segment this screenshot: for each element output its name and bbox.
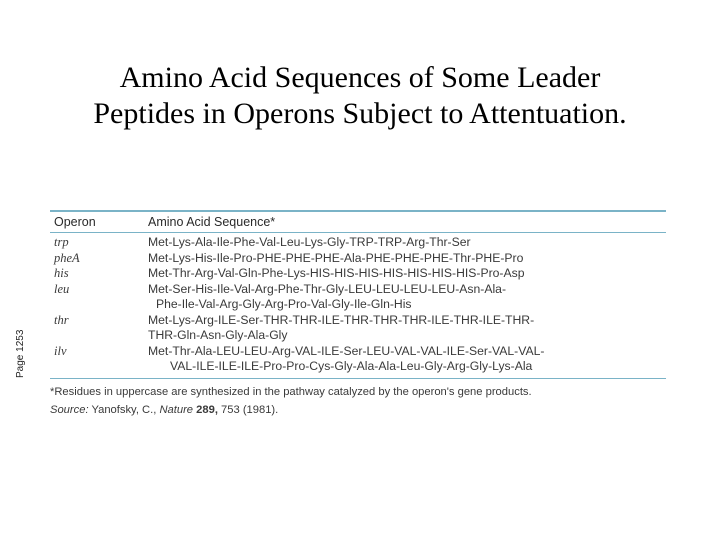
table-row xyxy=(50,282,666,313)
table-header-row xyxy=(50,212,666,232)
table-row xyxy=(50,344,666,375)
source-label: Source: xyxy=(50,404,89,416)
header-sequence: Amino Acid Sequence* xyxy=(148,214,276,229)
slide-title-line-1: Amino Acid Sequences of Some Leader xyxy=(119,61,601,94)
slide-title-line-2: Peptides in Operons Subject to Attentuation. xyxy=(93,97,627,130)
operon-name: his xyxy=(54,266,69,280)
source-volume: 289, xyxy=(196,404,218,416)
operon-name: ilv xyxy=(54,343,67,358)
sequence-table xyxy=(50,210,666,419)
sequence-continuation: Phe-Ile-Val-Arg-Gly-Arg-Pro-Val-Gly-Ile-Gln-His xyxy=(156,297,412,311)
table-row xyxy=(50,313,666,344)
operon-name: pheA xyxy=(54,250,80,265)
amino-acid-sequence: Met-Ser-His-Ile-Val-Arg-Phe-Thr-Gly-LEU-LEU-LEU-LEU-Asn-Ala- Phe-Ile-Val-Arg-Gly-Arg-Pro-Val-Gly-Ile-Gln-His xyxy=(148,282,666,313)
table-footnotes xyxy=(50,383,666,419)
table-row xyxy=(50,266,666,282)
sequence-continuation: VAL-ILE-ILE-ILE-Pro-Pro-Cys-Gly-Ala-Ala-Leu-Gly-Arg-Gly-Lys-Ala xyxy=(170,359,533,373)
amino-acid-sequence: Met-Lys-His-Ile-Pro-PHE-PHE-PHE-Ala-PHE-PHE-PHE-Thr-PHE-Pro xyxy=(148,250,524,265)
header-operon: Operon xyxy=(54,214,96,229)
table-row xyxy=(50,251,666,267)
table-bottom-rule xyxy=(50,378,666,380)
slide-title xyxy=(40,60,680,132)
amino-acid-sequence: Met-Lys-Ala-Ile-Phe-Val-Leu-Lys-Gly-TRP-TRP-Arg-Thr-Ser xyxy=(148,235,471,249)
footnote: *Residues in uppercase are synthesized in the pathway catalyzed by the operon's gene products. xyxy=(50,386,532,398)
operon-name: leu xyxy=(54,281,70,296)
operon-name: trp xyxy=(54,235,69,249)
source-journal: Nature xyxy=(159,404,194,416)
amino-acid-sequence: Met-Thr-Ala-LEU-LEU-Arg-VAL-ILE-Ser-LEU-VAL-VAL-ILE-Ser-VAL-VAL- VAL-ILE-ILE-ILE-Pro-Pro-Cys-Gly-Ala-Ala-Leu-Gly-Arg-Gly-Lys-Ala xyxy=(148,344,666,375)
sequence-continuation: THR-Gln-Asn-Gly-Ala-Gly xyxy=(148,328,288,342)
source-citation: Source: Yanofsky, C., Nature 289, 753 (1981). xyxy=(50,404,279,416)
table-body xyxy=(50,233,666,375)
page-number-label: Page 1253 xyxy=(15,329,26,378)
operon-name: thr xyxy=(54,312,69,327)
amino-acid-sequence: Met-Thr-Arg-Val-Gln-Phe-Lys-HIS-HIS-HIS-HIS-HIS-HIS-HIS-Pro-Asp xyxy=(148,266,525,280)
amino-acid-sequence: Met-Lys-Arg-ILE-Ser-THR-THR-ILE-THR-THR-THR-ILE-THR-ILE-THR- THR-Gln-Asn-Gly-Ala-Gly xyxy=(148,313,666,344)
table-row xyxy=(50,235,666,251)
